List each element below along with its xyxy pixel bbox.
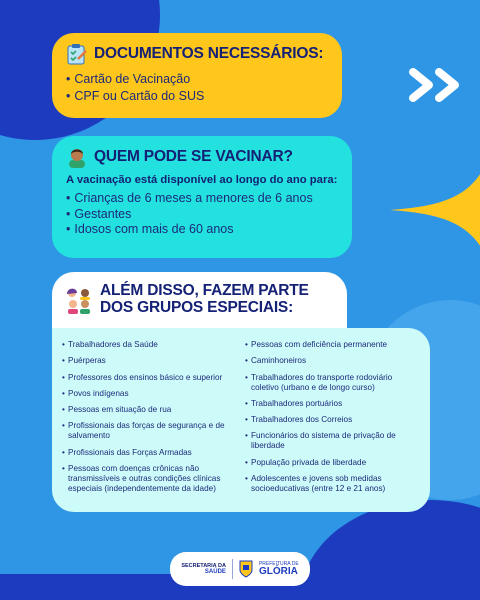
list-item: • Cartão de Vacinação [66, 71, 328, 88]
city-crest-icon [239, 560, 253, 578]
who-list [66, 191, 338, 238]
list-item: • Pessoas em situação de rua [62, 405, 239, 415]
special-groups-title [100, 282, 309, 316]
who-can-vaccinate-card [52, 136, 352, 258]
clipboard-checklist-icon [66, 43, 88, 65]
list-item: • Trabalhadores portuários [245, 399, 422, 409]
special-groups-right-list [245, 340, 422, 504]
list-item: • Adolescentes e jovens sob medidas socioeducativas (entre 12 e 21 anos) [245, 474, 422, 494]
documents-title-row [66, 43, 328, 65]
footer-divider [232, 559, 233, 579]
documents-list [66, 71, 328, 105]
list-item: • Professores dos ensinos básico e superior [62, 373, 239, 383]
secretaria-line-1: SECRETARIA DA [181, 562, 226, 569]
who-title-row [66, 146, 338, 168]
list-item: • Gestantes [66, 207, 338, 223]
list-item: • Idosos com mais de 60 anos [66, 222, 338, 238]
special-groups-body [52, 328, 430, 512]
who-title: QUEM PODE SE VACINAR? [94, 148, 293, 165]
special-title-row [64, 282, 335, 316]
secretaria-line-2: SAÚDE [204, 569, 226, 575]
double-chevron-right-icon [409, 68, 467, 102]
list-item: • População privada de liberdade [245, 458, 422, 468]
yellow-star-decoration [390, 110, 480, 310]
prefeitura-logo [259, 561, 299, 577]
list-item: • Trabalhadores da Saúde [62, 340, 239, 350]
group-people-icon [64, 284, 94, 314]
list-item: • Pessoas com doenças crônicas não transmissíveis e outras condições clínicas especiais (independentemente da idade) [62, 464, 239, 494]
special-groups-left-list [62, 340, 239, 504]
list-item: • Povos indígenas [62, 389, 239, 399]
list-item: • Profissionais das Forças Armadas [62, 448, 239, 458]
special-title-line-1: ALÉM DISSO, FAZEM PARTE [100, 282, 309, 299]
list-item: • Crianças de 6 meses a menores de 6 anos [66, 191, 338, 207]
documents-card [52, 33, 342, 118]
prefeitura-label: PREFEITURA DE [258, 561, 299, 567]
list-item: • Trabalhadores dos Correios [245, 415, 422, 425]
list-item: • Pessoas com deficiência permanente [245, 340, 422, 350]
footer-logos [170, 552, 310, 586]
who-subtitle: A vacinação está disponível ao longo do ano para: [66, 174, 338, 186]
list-item: • Trabalhadores do transporte rodoviário coletivo (urbano e de longo curso) [245, 373, 422, 393]
list-item: • Profissionais das forças de segurança e de salvamento [62, 421, 239, 441]
secretaria-logo [181, 563, 226, 576]
list-item: • CPF ou Cartão do SUS [66, 88, 328, 105]
city-name: GLÓRIA [258, 566, 298, 577]
list-item: • Caminhoneiros [245, 356, 422, 366]
list-item: • Funcionários do sistema de privação de liberdade [245, 431, 422, 451]
special-title-line-2: DOS GRUPOS ESPECIAIS: [100, 299, 294, 316]
list-item: • Puérperas [62, 356, 239, 366]
documents-title: DOCUMENTOS NECESSÁRIOS: [94, 45, 324, 62]
person-avatar-icon [66, 146, 88, 168]
